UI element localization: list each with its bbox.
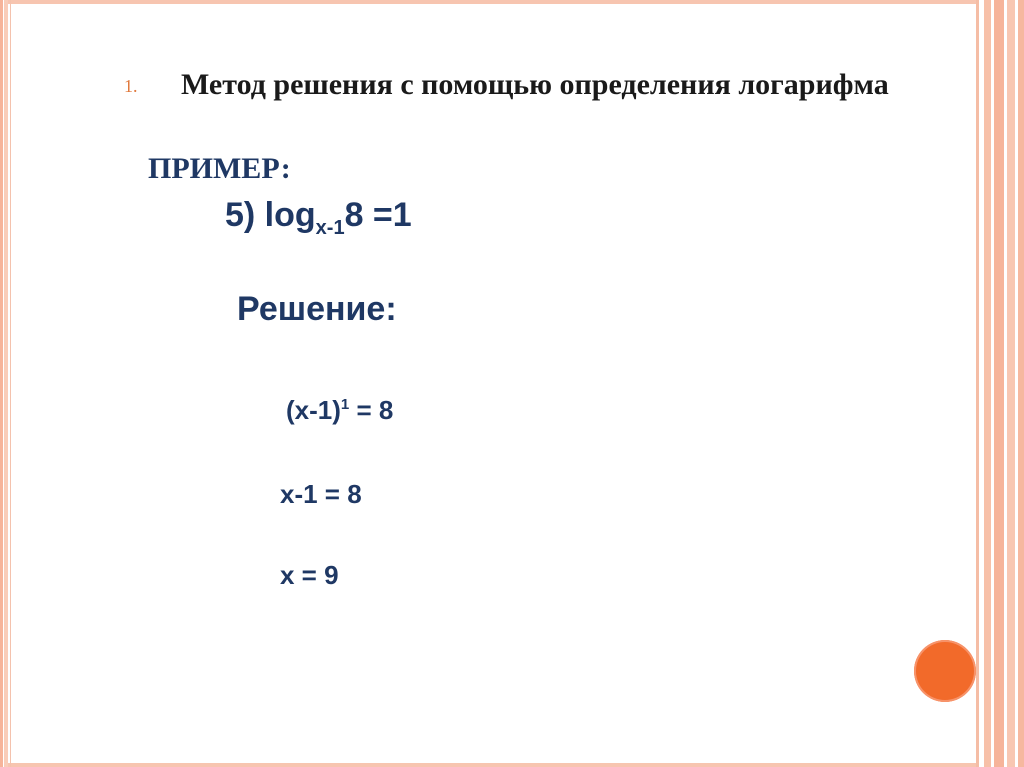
frame-left-border <box>0 0 8 767</box>
solution-label: Решение: <box>237 290 397 328</box>
frame-inner-line <box>10 0 11 767</box>
frame-bottom-border <box>0 763 1024 767</box>
list-bullet-number: 1. <box>124 76 138 96</box>
solution-step-3: x = 9 <box>280 560 339 590</box>
right-stripes-decoration <box>976 0 1024 767</box>
step1-exponent: 1 <box>340 396 350 413</box>
problem-prefix: 5) log <box>225 196 316 234</box>
problem-suffix: 8 =1 <box>344 196 412 234</box>
slide-heading: Метод решения с помощью определения логарифма <box>181 68 889 101</box>
solution-step-2: x-1 = 8 <box>280 479 362 509</box>
step1-rest: = 8 <box>349 395 394 425</box>
step1-base: (x-1) <box>286 395 341 425</box>
example-label: ПРИМЕР: <box>148 152 291 185</box>
problem-equation <box>225 196 412 240</box>
log-base: x-1 <box>315 217 345 239</box>
frame-top-border <box>0 0 1024 4</box>
solution-step-1 <box>286 395 393 426</box>
decorative-orange-circle <box>914 640 976 702</box>
